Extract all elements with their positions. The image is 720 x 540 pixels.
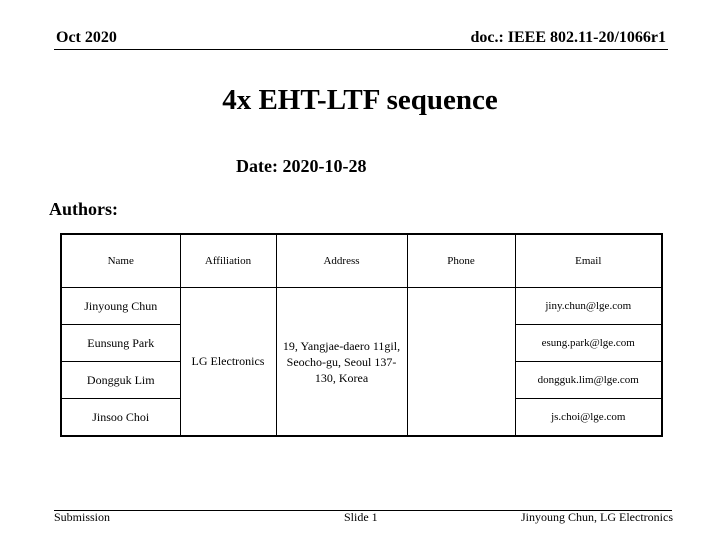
footer-slide-number: Slide 1 [344,510,378,524]
author-phone [407,288,515,437]
author-name: Jinyoung Chun [61,288,180,325]
authors-label: Authors: [49,199,119,219]
author-address: 19, Yangjae-daero 11gil, Seocho-gu, Seoul 137-130, Korea [276,288,407,437]
author-name: Eunsung Park [61,325,180,362]
header-name: Name [61,234,180,288]
footer-submission: Submission [54,510,111,524]
author-email: dongguk.lim@lge.com [515,362,662,399]
author-email: esung.park@lge.com [515,325,662,362]
author-name: Jinsoo Choi [61,399,180,437]
header-divider [54,49,668,50]
author-email: jiny.chun@lge.com [515,288,662,325]
header-email: Email [515,234,662,288]
date-line: Date: 2020-10-28 [236,156,367,176]
author-name: Dongguk Lim [61,362,180,399]
footer-author: Jinyoung Chun, LG Electronics [521,510,673,524]
table-header-row [61,234,662,288]
header-address: Address [276,234,407,288]
header-doc-id: doc.: IEEE 802.11-20/1066r1 [470,29,666,46]
slide-title: 4x EHT-LTF sequence [222,84,498,116]
authors-table [60,233,663,437]
header-date: Oct 2020 [56,29,117,46]
author-email: js.choi@lge.com [515,399,662,437]
header-affiliation: Affiliation [180,234,276,288]
header-phone: Phone [407,234,515,288]
table-row [61,288,662,325]
author-affiliation: LG Electronics [180,288,276,437]
